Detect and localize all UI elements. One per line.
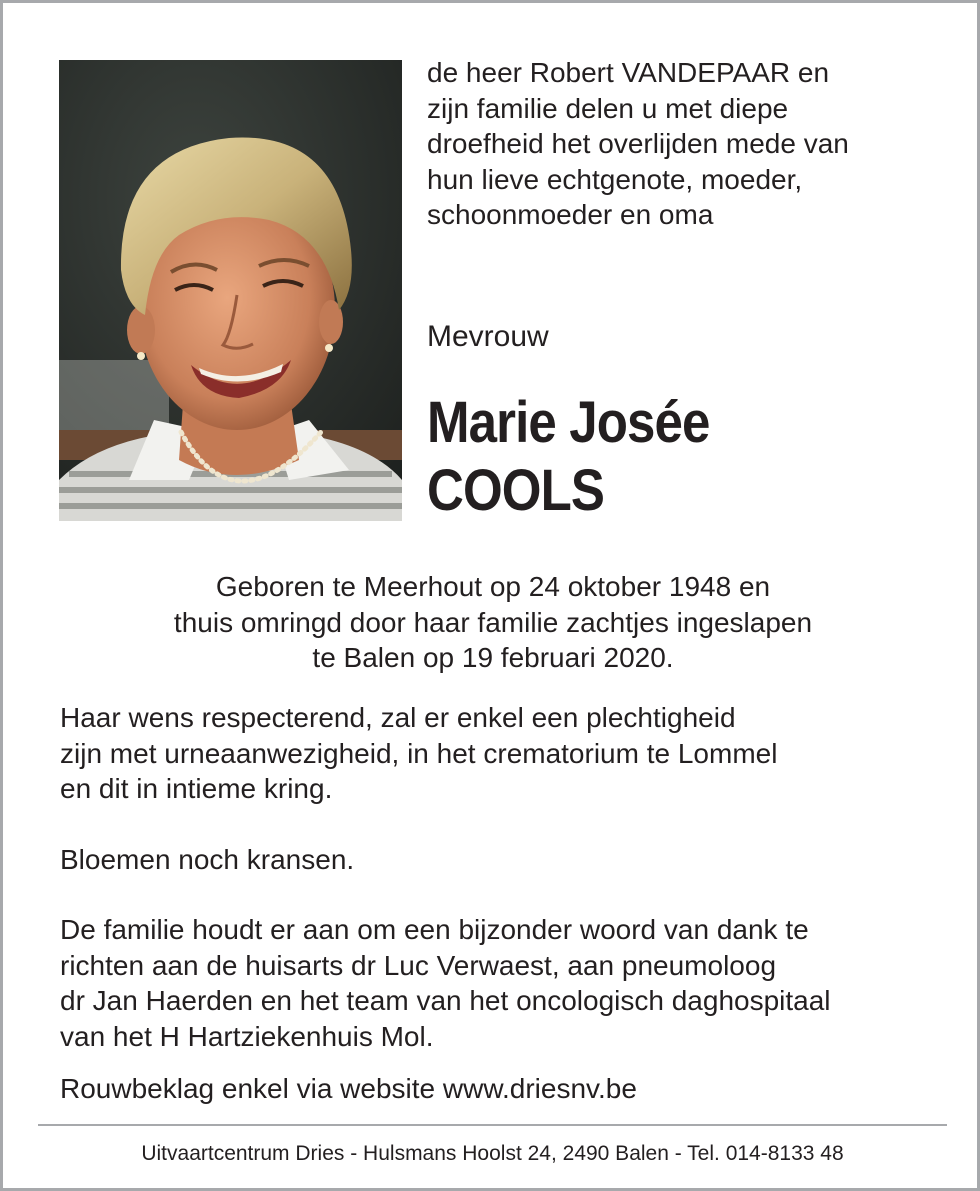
ceremony-paragraph — [60, 700, 940, 807]
thanks-line: richten aan de huisarts dr Luc Verwaest, aan pneumoloog — [60, 949, 777, 981]
intro-line: hun lieve echtgenote, moeder, — [427, 163, 803, 195]
intro-line: de heer Robert VANDEPAAR en — [427, 57, 830, 88]
birth-death-details — [43, 569, 943, 676]
intro-line: schoonmoeder en oma — [427, 199, 714, 230]
thanks-line: van het H Hartziekenhuis Mol. — [60, 1020, 434, 1052]
condolences-line: Rouwbeklag enkel via website www.driesnv.be — [60, 1073, 637, 1104]
thanks-line: dr Jan Haerden en het team van het oncologisch daghospitaal — [60, 985, 831, 1016]
portrait-illustration — [59, 60, 402, 521]
condolences-note — [60, 1071, 940, 1107]
dates-line: thuis omringd door haar familie zachtjes ingeslapen — [173, 606, 813, 638]
ceremony-line: en dit in intieme kring. — [60, 773, 333, 804]
thanks-paragraph — [60, 912, 940, 1054]
dates-line: Geboren te Meerhout op 24 oktober 1948 en — [215, 571, 771, 602]
deceased-first-names: Marie Josée — [427, 390, 710, 455]
honorific: Mevrouw — [427, 320, 549, 353]
intro-line: zijn familie delen u met diepe — [427, 92, 789, 124]
footer-divider — [38, 1124, 947, 1126]
ceremony-line: zijn met urneaanwezigheid, in het crematorium te Lommel — [60, 737, 778, 769]
deceased-surname: COOLS — [427, 458, 605, 523]
funeral-home-footer: Uitvaartcentrum Dries - Hulsmans Hoolst 24, 2490 Balen - Tel. 014-8133 48 — [141, 1142, 844, 1165]
deceased-name — [427, 389, 885, 525]
thanks-line: De familie houdt er aan om een bijzonder woord van dank te — [60, 914, 809, 945]
flowers-note — [60, 842, 940, 878]
ceremony-line: Haar wens respecterend, zal er enkel een plechtigheid — [60, 702, 736, 733]
flowers-line: Bloemen noch kransen. — [60, 844, 355, 875]
intro-line: droefheid het overlijden mede van — [427, 128, 849, 159]
announcement-intro — [427, 55, 947, 233]
portrait-photo — [59, 60, 402, 521]
dates-line: te Balen op 19 februari 2020. — [312, 642, 674, 673]
